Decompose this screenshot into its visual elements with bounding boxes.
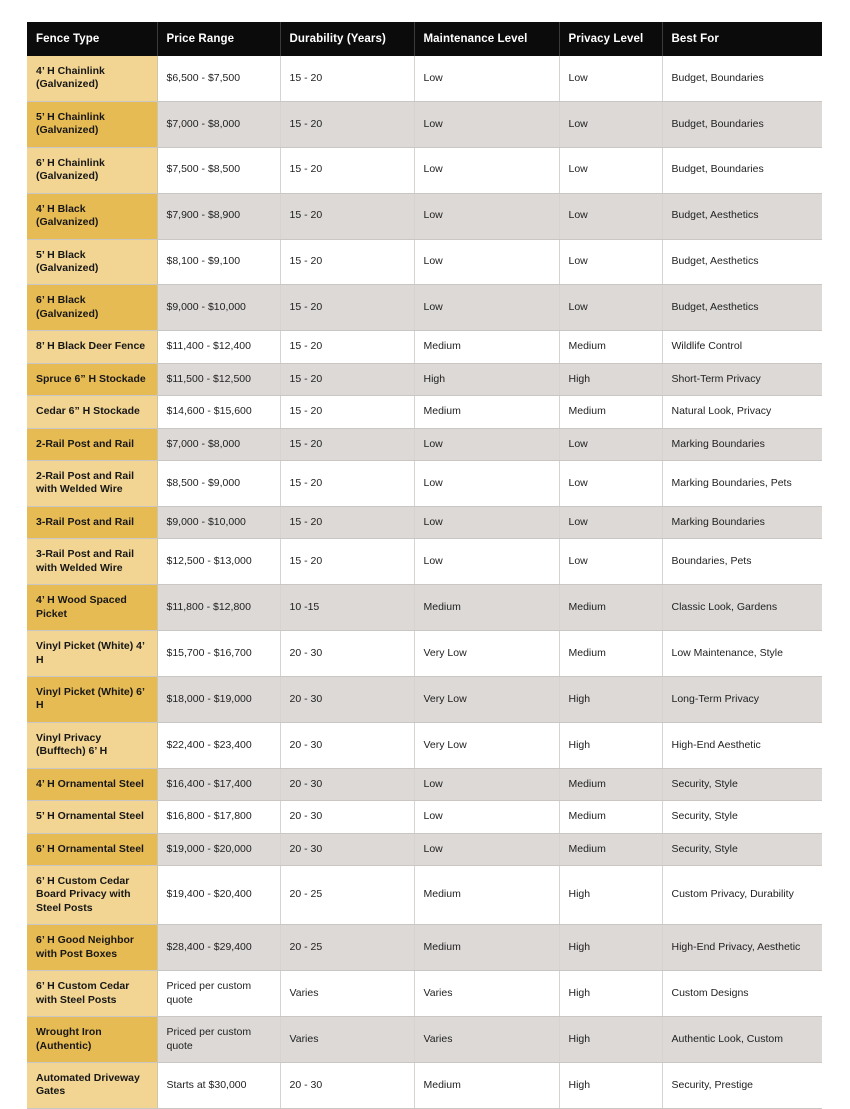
cell-fence-type: 6’ H Good Neighbor with Post Boxes bbox=[27, 925, 157, 971]
table-row bbox=[27, 396, 822, 428]
cell-maintenance-level: Low bbox=[414, 193, 559, 239]
cell-fence-type: Automated Driveway Gates bbox=[27, 1062, 157, 1108]
table-row bbox=[27, 285, 822, 331]
cell-durability: 20 - 30 bbox=[280, 722, 414, 768]
cell-price-range: $8,100 - $9,100 bbox=[157, 239, 280, 285]
table-row bbox=[27, 147, 822, 193]
table-header-row bbox=[27, 22, 822, 56]
table-row bbox=[27, 461, 822, 507]
cell-fence-type: Cedar 6” H Stockade bbox=[27, 396, 157, 428]
table-row bbox=[27, 363, 822, 395]
column-header-best-for: Best For bbox=[662, 22, 822, 56]
cell-price-range: $14,600 - $15,600 bbox=[157, 396, 280, 428]
column-header-maintenance-level: Maintenance Level bbox=[414, 22, 559, 56]
cell-fence-type: 2-Rail Post and Rail bbox=[27, 428, 157, 460]
table-row bbox=[27, 925, 822, 971]
cell-durability: Varies bbox=[280, 1017, 414, 1063]
cell-maintenance-level: Medium bbox=[414, 866, 559, 925]
cell-price-range: $9,000 - $10,000 bbox=[157, 506, 280, 538]
table-row bbox=[27, 833, 822, 865]
table-header bbox=[27, 22, 822, 56]
cell-price-range: $22,400 - $23,400 bbox=[157, 722, 280, 768]
cell-fence-type: 3-Rail Post and Rail with Welded Wire bbox=[27, 539, 157, 585]
cell-fence-type: 4’ H Black (Galvanized) bbox=[27, 193, 157, 239]
cell-fence-type: 6’ H Custom Cedar with Steel Posts bbox=[27, 971, 157, 1017]
cell-maintenance-level: Low bbox=[414, 833, 559, 865]
cell-durability: 15 - 20 bbox=[280, 363, 414, 395]
cell-maintenance-level: High bbox=[414, 363, 559, 395]
cell-fence-type: Vinyl Picket (White) 4’ H bbox=[27, 631, 157, 677]
cell-price-range: $6,500 - $7,500 bbox=[157, 56, 280, 101]
cell-best-for: Budget, Aesthetics bbox=[662, 239, 822, 285]
table-row bbox=[27, 768, 822, 800]
cell-fence-type: 6’ H Ornamental Steel bbox=[27, 833, 157, 865]
cell-fence-type: 5’ H Black (Galvanized) bbox=[27, 239, 157, 285]
cell-durability: 20 - 25 bbox=[280, 866, 414, 925]
column-header-durability: Durability (Years) bbox=[280, 22, 414, 56]
table-row bbox=[27, 539, 822, 585]
cell-privacy-level: Low bbox=[559, 285, 662, 331]
cell-price-range: $11,800 - $12,800 bbox=[157, 585, 280, 631]
cell-durability: 15 - 20 bbox=[280, 56, 414, 101]
cell-privacy-level: Low bbox=[559, 56, 662, 101]
cell-best-for: Natural Look, Privacy bbox=[662, 396, 822, 428]
cell-maintenance-level: Medium bbox=[414, 396, 559, 428]
table-row bbox=[27, 866, 822, 925]
cell-maintenance-level: Low bbox=[414, 147, 559, 193]
cell-best-for: Budget, Aesthetics bbox=[662, 193, 822, 239]
table-row bbox=[27, 631, 822, 677]
cell-price-range: $28,400 - $29,400 bbox=[157, 925, 280, 971]
cell-best-for: Budget, Boundaries bbox=[662, 147, 822, 193]
cell-best-for: Boundaries, Pets bbox=[662, 539, 822, 585]
cell-maintenance-level: Medium bbox=[414, 925, 559, 971]
cell-fence-type: 4’ H Wood Spaced Picket bbox=[27, 585, 157, 631]
cell-price-range: $19,000 - $20,000 bbox=[157, 833, 280, 865]
cell-privacy-level: Low bbox=[559, 193, 662, 239]
cell-durability: 20 - 30 bbox=[280, 833, 414, 865]
cell-privacy-level: High bbox=[559, 676, 662, 722]
cell-best-for: Marking Boundaries bbox=[662, 428, 822, 460]
cell-fence-type: 6’ H Custom Cedar Board Privacy with Steel Posts bbox=[27, 866, 157, 925]
cell-price-range: $8,500 - $9,000 bbox=[157, 461, 280, 507]
cell-maintenance-level: Very Low bbox=[414, 676, 559, 722]
cell-maintenance-level: Low bbox=[414, 539, 559, 585]
cell-fence-type: 3-Rail Post and Rail bbox=[27, 506, 157, 538]
cell-fence-type: Vinyl Picket (White) 6’ H bbox=[27, 676, 157, 722]
cell-best-for: Low Maintenance, Style bbox=[662, 631, 822, 677]
cell-privacy-level: Low bbox=[559, 101, 662, 147]
cell-price-range: $7,000 - $8,000 bbox=[157, 428, 280, 460]
cell-privacy-level: Medium bbox=[559, 396, 662, 428]
clipped-heading-region bbox=[0, 0, 850, 4]
table-body bbox=[27, 56, 822, 1108]
cell-durability: 15 - 20 bbox=[280, 506, 414, 538]
cell-privacy-level: Medium bbox=[559, 585, 662, 631]
cell-durability: 15 - 20 bbox=[280, 285, 414, 331]
cell-best-for: Long-Term Privacy bbox=[662, 676, 822, 722]
cell-durability: 15 - 20 bbox=[280, 396, 414, 428]
cell-privacy-level: Low bbox=[559, 539, 662, 585]
cell-best-for: Marking Boundaries, Pets bbox=[662, 461, 822, 507]
cell-maintenance-level: Low bbox=[414, 239, 559, 285]
cell-price-range: Priced per custom quote bbox=[157, 971, 280, 1017]
cell-privacy-level: High bbox=[559, 866, 662, 925]
column-header-privacy-level: Privacy Level bbox=[559, 22, 662, 56]
cell-maintenance-level: Varies bbox=[414, 971, 559, 1017]
cell-privacy-level: High bbox=[559, 1062, 662, 1108]
table-row bbox=[27, 585, 822, 631]
cell-price-range: $11,500 - $12,500 bbox=[157, 363, 280, 395]
cell-durability: 10 -15 bbox=[280, 585, 414, 631]
cell-privacy-level: Low bbox=[559, 506, 662, 538]
column-header-fence-type: Fence Type bbox=[27, 22, 157, 56]
cell-privacy-level: High bbox=[559, 1017, 662, 1063]
cell-durability: 20 - 25 bbox=[280, 925, 414, 971]
fence-comparison-table-container bbox=[27, 22, 822, 1109]
table-row bbox=[27, 676, 822, 722]
cell-maintenance-level: Varies bbox=[414, 1017, 559, 1063]
cell-fence-type: 6’ H Chainlink (Galvanized) bbox=[27, 147, 157, 193]
table-row bbox=[27, 1062, 822, 1108]
cell-price-range: $7,000 - $8,000 bbox=[157, 101, 280, 147]
cell-maintenance-level: Medium bbox=[414, 1062, 559, 1108]
cell-privacy-level: Low bbox=[559, 461, 662, 507]
cell-privacy-level: Medium bbox=[559, 833, 662, 865]
cell-best-for: Marking Boundaries bbox=[662, 506, 822, 538]
cell-privacy-level: Medium bbox=[559, 801, 662, 833]
cell-price-range: $11,400 - $12,400 bbox=[157, 331, 280, 363]
cell-fence-type: 5’ H Ornamental Steel bbox=[27, 801, 157, 833]
cell-fence-type: 2-Rail Post and Rail with Welded Wire bbox=[27, 461, 157, 507]
cell-maintenance-level: Medium bbox=[414, 585, 559, 631]
cell-privacy-level: High bbox=[559, 722, 662, 768]
cell-privacy-level: Low bbox=[559, 239, 662, 285]
cell-price-range: $9,000 - $10,000 bbox=[157, 285, 280, 331]
cell-price-range: Starts at $30,000 bbox=[157, 1062, 280, 1108]
cell-maintenance-level: Very Low bbox=[414, 631, 559, 677]
cell-best-for: High-End Privacy, Aesthetic bbox=[662, 925, 822, 971]
cell-maintenance-level: Low bbox=[414, 506, 559, 538]
cell-best-for: High-End Aesthetic bbox=[662, 722, 822, 768]
cell-fence-type: 4’ H Ornamental Steel bbox=[27, 768, 157, 800]
cell-durability: 15 - 20 bbox=[280, 239, 414, 285]
cell-price-range: $12,500 - $13,000 bbox=[157, 539, 280, 585]
cell-price-range: $16,800 - $17,800 bbox=[157, 801, 280, 833]
cell-privacy-level: Medium bbox=[559, 631, 662, 677]
cell-price-range: $16,400 - $17,400 bbox=[157, 768, 280, 800]
table-row bbox=[27, 56, 822, 101]
table-row bbox=[27, 801, 822, 833]
cell-price-range: $15,700 - $16,700 bbox=[157, 631, 280, 677]
cell-maintenance-level: Low bbox=[414, 285, 559, 331]
cell-price-range: $19,400 - $20,400 bbox=[157, 866, 280, 925]
cell-privacy-level: High bbox=[559, 363, 662, 395]
cell-maintenance-level: Low bbox=[414, 428, 559, 460]
cell-maintenance-level: Low bbox=[414, 768, 559, 800]
cell-durability: 20 - 30 bbox=[280, 631, 414, 677]
cell-maintenance-level: Low bbox=[414, 461, 559, 507]
cell-privacy-level: Low bbox=[559, 147, 662, 193]
table-row bbox=[27, 193, 822, 239]
cell-fence-type: 5’ H Chainlink (Galvanized) bbox=[27, 101, 157, 147]
table-row bbox=[27, 239, 822, 285]
cell-price-range: Priced per custom quote bbox=[157, 1017, 280, 1063]
cell-durability: 15 - 20 bbox=[280, 428, 414, 460]
cell-maintenance-level: Low bbox=[414, 801, 559, 833]
cell-maintenance-level: Very Low bbox=[414, 722, 559, 768]
column-header-price-range: Price Range bbox=[157, 22, 280, 56]
cell-durability: 15 - 20 bbox=[280, 539, 414, 585]
table-row bbox=[27, 506, 822, 538]
table-row bbox=[27, 971, 822, 1017]
table-row bbox=[27, 722, 822, 768]
cell-durability: Varies bbox=[280, 971, 414, 1017]
cell-price-range: $7,900 - $8,900 bbox=[157, 193, 280, 239]
cell-durability: 15 - 20 bbox=[280, 147, 414, 193]
cell-best-for: Security, Style bbox=[662, 768, 822, 800]
cell-best-for: Budget, Boundaries bbox=[662, 56, 822, 101]
cell-durability: 15 - 20 bbox=[280, 331, 414, 363]
cell-durability: 15 - 20 bbox=[280, 461, 414, 507]
table-row bbox=[27, 428, 822, 460]
cell-privacy-level: High bbox=[559, 971, 662, 1017]
cell-best-for: Wildlife Control bbox=[662, 331, 822, 363]
cell-durability: 20 - 30 bbox=[280, 676, 414, 722]
cell-best-for: Custom Designs bbox=[662, 971, 822, 1017]
cell-best-for: Security, Style bbox=[662, 801, 822, 833]
cell-maintenance-level: Low bbox=[414, 56, 559, 101]
cell-best-for: Short-Term Privacy bbox=[662, 363, 822, 395]
cell-fence-type: 6’ H Black (Galvanized) bbox=[27, 285, 157, 331]
cell-best-for: Budget, Boundaries bbox=[662, 101, 822, 147]
table-row bbox=[27, 101, 822, 147]
cell-price-range: $7,500 - $8,500 bbox=[157, 147, 280, 193]
cell-price-range: $18,000 - $19,000 bbox=[157, 676, 280, 722]
cell-durability: 20 - 30 bbox=[280, 1062, 414, 1108]
cell-maintenance-level: Medium bbox=[414, 331, 559, 363]
table-row bbox=[27, 1017, 822, 1063]
cell-fence-type: Spruce 6” H Stockade bbox=[27, 363, 157, 395]
cell-durability: 20 - 30 bbox=[280, 768, 414, 800]
cell-privacy-level: High bbox=[559, 925, 662, 971]
cell-durability: 15 - 20 bbox=[280, 193, 414, 239]
cell-durability: 15 - 20 bbox=[280, 101, 414, 147]
page-title bbox=[120, 0, 358, 1]
cell-best-for: Classic Look, Gardens bbox=[662, 585, 822, 631]
cell-fence-type: Wrought Iron (Authentic) bbox=[27, 1017, 157, 1063]
table-row bbox=[27, 331, 822, 363]
cell-fence-type: 8’ H Black Deer Fence bbox=[27, 331, 157, 363]
cell-privacy-level: Low bbox=[559, 428, 662, 460]
cell-best-for: Security, Style bbox=[662, 833, 822, 865]
cell-best-for: Security, Prestige bbox=[662, 1062, 822, 1108]
cell-fence-type: Vinyl Privacy (Bufftech) 6’ H bbox=[27, 722, 157, 768]
fence-comparison-table bbox=[27, 22, 822, 1109]
cell-best-for: Authentic Look, Custom bbox=[662, 1017, 822, 1063]
cell-privacy-level: Medium bbox=[559, 768, 662, 800]
cell-privacy-level: Medium bbox=[559, 331, 662, 363]
cell-best-for: Budget, Aesthetics bbox=[662, 285, 822, 331]
cell-fence-type: 4’ H Chainlink (Galvanized) bbox=[27, 56, 157, 101]
cell-maintenance-level: Low bbox=[414, 101, 559, 147]
cell-durability: 20 - 30 bbox=[280, 801, 414, 833]
cell-best-for: Custom Privacy, Durability bbox=[662, 866, 822, 925]
